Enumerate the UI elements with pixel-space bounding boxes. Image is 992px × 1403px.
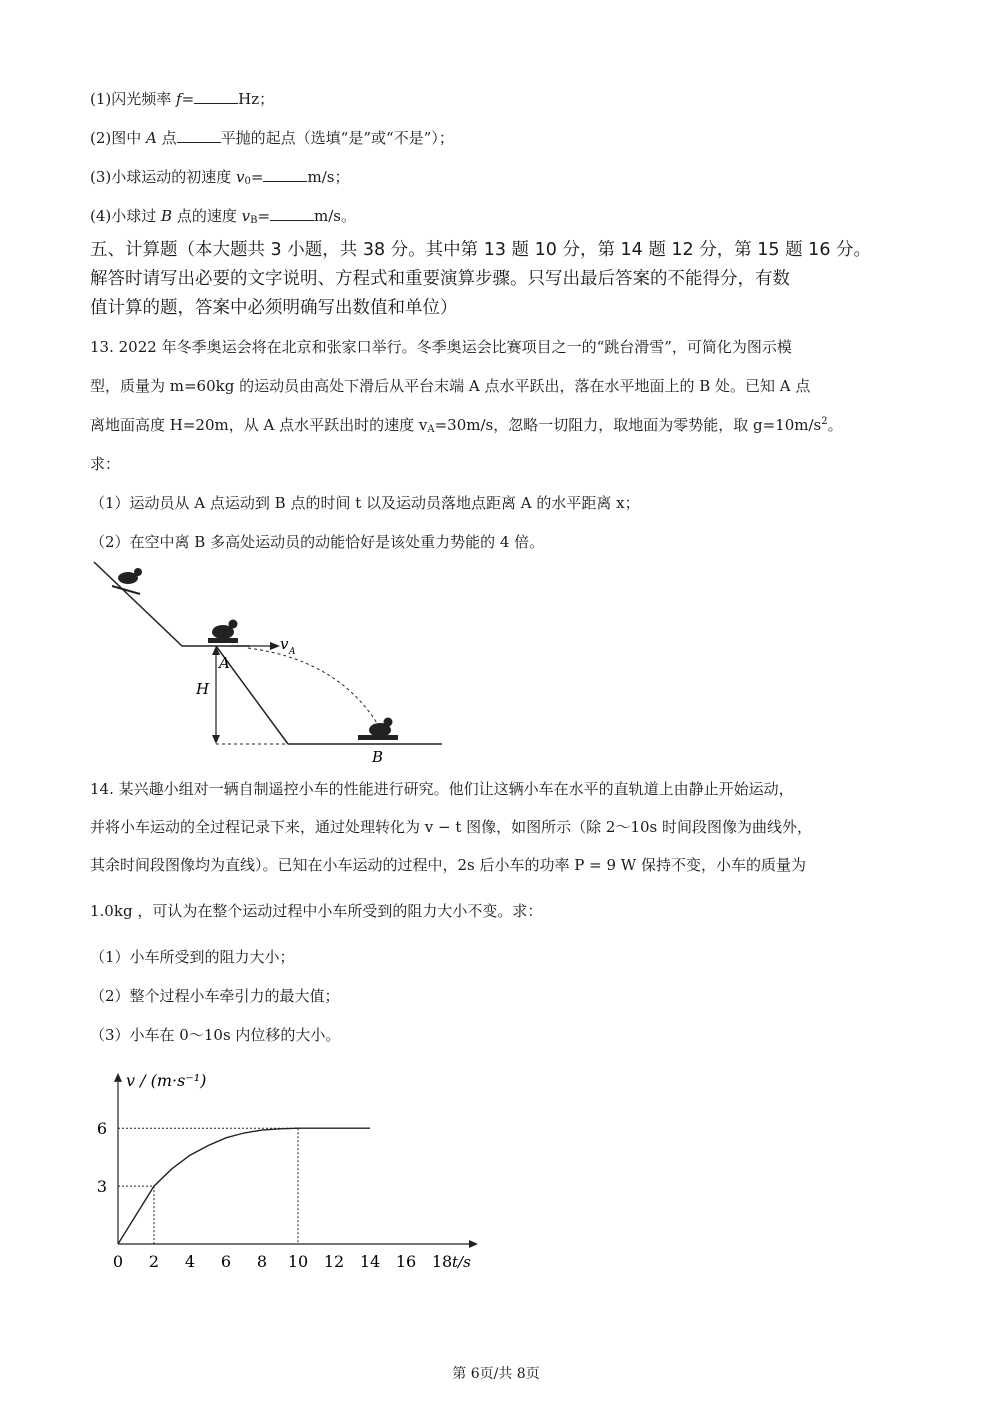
q3-suffix: m/s； [307,168,350,186]
x-tick-label-8: 16 [395,1252,417,1271]
ski-jump-figure [90,560,450,770]
q2-var: A [146,129,157,147]
x-tick-label-9: 18 [431,1252,453,1271]
q2-suffix: 平抛的起点（选填“是”或“不是”）； [220,129,454,147]
p13-line-3-sup: 2 [821,416,828,427]
question-1 [90,88,274,109]
x-tick-label-3: 6 [220,1252,232,1271]
label-B: B [372,748,384,766]
p13-sub-2: （2）在空中离 B 多高处运动员的动能恰好是该处重力势能的 4 倍。 [90,533,545,551]
p13-line-3c: 。 [827,416,843,434]
x-tick-label-4: 8 [256,1252,268,1271]
y-tick-labels [97,1119,107,1196]
question-4 [90,205,356,226]
x-tick-label-7: 14 [359,1252,381,1271]
p13-sub-1: （1）运动员从 A 点运动到 B 点的时间 t 以及运动员落地点距离 A 的水平距离 x； [90,494,640,512]
section-5-line-3: 值计算的题，答案中必须明确写出数值和单位） [90,298,458,318]
y-tick-label-1: 6 [96,1119,107,1139]
x-tick-label-2: 4 [184,1252,196,1271]
q4-suffix: m/s。 [314,207,357,225]
section-5-line-1: 五、计算题（本大题共 3 小题，共 38 分。其中第 13 题 10 分，第 14 题 12 分，第 15 题 16 分。 [90,240,872,260]
p14-sub-3: （3）小车在 0～10s 内位移的大小。 [90,1026,341,1044]
y-tick-label-0: 3 [96,1177,107,1197]
label-A: A [219,654,230,672]
skier-top-icon [112,568,142,594]
question-2 [90,127,454,148]
section-5-heading [90,236,910,323]
q3-prefix: (3)小球运动的初速度 [90,168,237,186]
section-5-line-2: 解答时请写出必要的文字说明、方程式和重要演算步骤。只写出最后答案的不能得分，有数 [90,269,790,289]
height-arrow-head-down [212,735,220,744]
label-H: H [196,680,210,698]
x-tick-label-0: 0 [112,1252,124,1271]
p13-line-2: 型，质量为 m=60kg 的运动员由高处下滑后从平台末端 A 点水平跃出，落在水平地面上的 B 处。已知 A 点 [90,377,811,395]
x-tick-label-5: 10 [287,1252,309,1271]
p14-line-1: 14. 某兴趣小组对一辆自制遥控小车的性能进行研究。他们让这辆小车在水平的直轨道上由静止开始运动， [90,780,794,798]
q1-blank[interactable] [194,89,238,104]
x-tick-labels [113,1252,452,1271]
q3-eq: = [250,168,264,186]
p14-line-4: 1.0kg ，可认为在整个运动过程中小车所受到的阻力大小不变。求： [90,902,543,920]
x-axis-label: t/s [452,1253,471,1271]
velocity-arrow-head [270,642,280,650]
p13-line-1: 13. 2022 年冬季奥运会将在北京和张家口举行。冬季奥运会比赛项目之一的“跳台滑雪”，可简化为图示模 [90,338,792,356]
p13-line-4: 求： [90,455,121,473]
p14-sub-1: （1）小车所受到的阻力大小； [90,948,295,966]
p14-line-3: 其余时间段图像均为直线）。已知在小车运动的过程中，2s 后小车的功率 P = 9 W 保持不变，小车的质量为 [90,856,806,874]
q1-suffix: Hz； [238,90,275,108]
question-3 [90,166,349,187]
label-vA: v [280,635,289,653]
q1-eq: = [181,90,195,108]
skier-landed-icon [358,718,398,741]
vt-chart [90,1060,490,1280]
q2-blank[interactable] [177,128,221,143]
x-tick-label-1: 2 [148,1252,160,1271]
q4-eq: = [257,207,271,225]
x-tick-label-6: 12 [323,1252,345,1271]
x-axis-arrow [469,1240,478,1248]
label-vA-sub: A [289,647,296,657]
q1-prefix: (1)闪光频率 [90,90,177,108]
p14-sub-2: （2）整个过程小车牵引力的最大值； [90,987,340,1005]
q4-blank[interactable] [270,206,314,221]
y-axis-arrow [114,1073,122,1082]
q2-mid: 点 [156,129,177,147]
p13-line-3a: 离地面高度 H=20m，从 A 点水平跃出时的速度 v [90,416,428,434]
p13-line-3-sub: A [427,424,435,435]
q3-sub: 0 [244,176,251,187]
y-axis-label: v / (m·s⁻¹) [126,1071,207,1090]
p13-line-3b: =30m/s，忽略一切阻力，取地面为零势能，取 g=10m/s [434,416,822,434]
q4-var: B [161,207,173,225]
q3-blank[interactable] [263,167,307,182]
skier-jumper-icon [208,620,238,644]
q4-var2: v [241,207,251,225]
p14-line-2: 并将小车运动的全过程记录下来，通过处理转化为 v − t 图像，如图所示（除 2～10s 时间段图像为曲线外， [90,818,813,836]
q3-var: v [236,168,245,186]
q4-mid: 点的速度 [172,207,242,225]
q1-var: f [176,90,182,108]
q4-prefix: (4)小球过 [90,207,162,225]
vt-series-line [118,1128,370,1244]
q2-prefix: (2)图中 [90,129,147,147]
p13-line-3 [90,414,843,435]
page-footer: 第 6页/共 8页 [452,1366,540,1382]
q4-sub: B [250,215,258,226]
